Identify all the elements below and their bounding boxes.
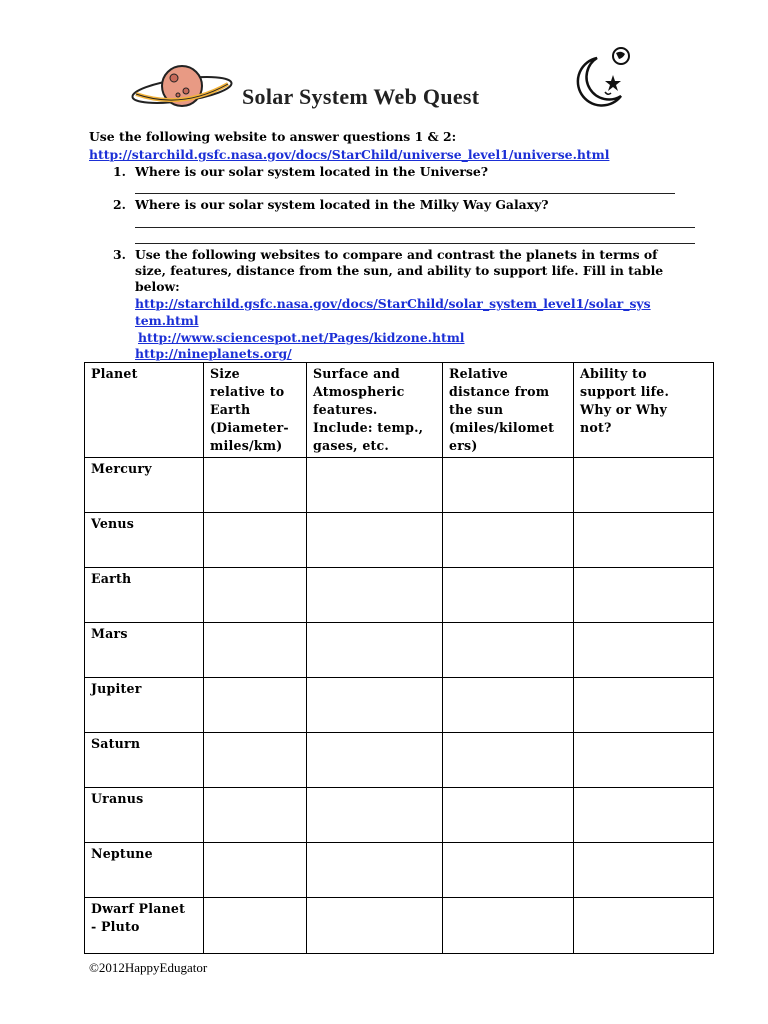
header-support-life: Ability to support life. Why or Why not? bbox=[574, 363, 714, 458]
saturn-planet-icon bbox=[128, 58, 236, 118]
answer-cell[interactable] bbox=[443, 788, 574, 843]
table-row bbox=[85, 513, 714, 568]
answer-cell[interactable] bbox=[574, 843, 714, 898]
question-2-number: 2. bbox=[113, 197, 126, 212]
header-surface: Surface and Atmospheric features. Include: temp., gases, etc. bbox=[307, 363, 443, 458]
planet-name-cell: Venus bbox=[85, 513, 204, 568]
answer-cell[interactable] bbox=[307, 733, 443, 788]
answer-cell[interactable] bbox=[443, 843, 574, 898]
answer-cell[interactable] bbox=[204, 733, 307, 788]
question-2-answer-line-1[interactable] bbox=[135, 227, 695, 228]
answer-cell[interactable] bbox=[307, 568, 443, 623]
answer-cell[interactable] bbox=[443, 458, 574, 513]
answer-cell[interactable] bbox=[307, 678, 443, 733]
table-row bbox=[85, 623, 714, 678]
answer-cell[interactable] bbox=[204, 513, 307, 568]
table-row bbox=[85, 843, 714, 898]
planet-name-cell: Neptune bbox=[85, 843, 204, 898]
answer-cell[interactable] bbox=[443, 898, 574, 954]
answer-cell[interactable] bbox=[204, 678, 307, 733]
table-header-row bbox=[85, 363, 714, 458]
answer-cell[interactable] bbox=[204, 568, 307, 623]
answer-cell[interactable] bbox=[574, 513, 714, 568]
answer-cell[interactable] bbox=[204, 458, 307, 513]
planet-name-cell: Uranus bbox=[85, 788, 204, 843]
intro-text: Use the following website to answer questions 1 & 2: bbox=[89, 129, 457, 144]
question-3-number: 3. bbox=[113, 247, 126, 262]
answer-cell[interactable] bbox=[307, 513, 443, 568]
starchild-solar-system-link[interactable]: http://starchild.gsfc.nasa.gov/docs/StarChild/solar_system_level1/solar_sys bbox=[135, 296, 651, 311]
answer-cell[interactable] bbox=[204, 623, 307, 678]
table-row bbox=[85, 733, 714, 788]
answer-cell[interactable] bbox=[574, 568, 714, 623]
nineplanets-link[interactable]: http://nineplanets.org/ bbox=[135, 346, 292, 361]
sciencespot-link[interactable]: http://www.sciencespot.net/Pages/kidzone.html bbox=[138, 330, 465, 345]
answer-cell[interactable] bbox=[574, 898, 714, 954]
answer-cell[interactable] bbox=[307, 843, 443, 898]
answer-cell[interactable] bbox=[204, 788, 307, 843]
starchild-solar-system-link-cont[interactable]: tem.html bbox=[135, 313, 199, 328]
question-1-text: Where is our solar system located in the Universe? bbox=[135, 164, 488, 179]
answer-cell[interactable] bbox=[443, 623, 574, 678]
answer-cell[interactable] bbox=[574, 788, 714, 843]
planet-name-cell: Jupiter bbox=[85, 678, 204, 733]
planet-comparison-table bbox=[84, 362, 714, 954]
answer-cell[interactable] bbox=[307, 458, 443, 513]
table-row bbox=[85, 898, 714, 954]
answer-cell[interactable] bbox=[574, 733, 714, 788]
copyright-footer: ©2012HappyEdugator bbox=[89, 960, 208, 975]
table-row bbox=[85, 458, 714, 513]
answer-cell[interactable] bbox=[443, 678, 574, 733]
question-3-line-3: below: bbox=[135, 279, 180, 294]
answer-cell[interactable] bbox=[204, 898, 307, 954]
planet-name-cell: Mars bbox=[85, 623, 204, 678]
moon-and-stars-icon bbox=[575, 40, 639, 112]
header-distance: Relative distance from the sun (miles/kilomet ers) bbox=[443, 363, 574, 458]
planet-name-cell: Mercury bbox=[85, 458, 204, 513]
answer-cell[interactable] bbox=[443, 513, 574, 568]
header-size: Size relative to Earth (Diameter- miles/km) bbox=[204, 363, 307, 458]
universe-link[interactable]: http://starchild.gsfc.nasa.gov/docs/StarChild/universe_level1/universe.html bbox=[89, 147, 610, 162]
table-row bbox=[85, 568, 714, 623]
planet-name-cell: Dwarf Planet - Pluto bbox=[85, 898, 204, 954]
planet-name-cell: Saturn bbox=[85, 733, 204, 788]
question-2-answer-line-2[interactable] bbox=[135, 243, 695, 244]
answer-cell[interactable] bbox=[307, 898, 443, 954]
table-row bbox=[85, 678, 714, 733]
answer-cell[interactable] bbox=[574, 623, 714, 678]
table-row bbox=[85, 788, 714, 843]
question-3-line-1: Use the following websites to compare and contrast the planets in terms of bbox=[135, 247, 658, 262]
answer-cell[interactable] bbox=[204, 843, 307, 898]
answer-cell[interactable] bbox=[307, 623, 443, 678]
question-1-answer-line[interactable] bbox=[135, 193, 675, 194]
header-planet: Planet bbox=[85, 363, 204, 458]
answer-cell[interactable] bbox=[443, 733, 574, 788]
question-3-line-2: size, features, distance from the sun, and ability to support life. Fill in table bbox=[135, 263, 664, 278]
answer-cell[interactable] bbox=[574, 678, 714, 733]
answer-cell[interactable] bbox=[307, 788, 443, 843]
planet-name-cell: Earth bbox=[85, 568, 204, 623]
question-2-text: Where is our solar system located in the Milky Way Galaxy? bbox=[135, 197, 549, 212]
answer-cell[interactable] bbox=[574, 458, 714, 513]
page-title: Solar System Web Quest bbox=[242, 84, 480, 109]
question-1-number: 1. bbox=[113, 164, 126, 179]
answer-cell[interactable] bbox=[443, 568, 574, 623]
